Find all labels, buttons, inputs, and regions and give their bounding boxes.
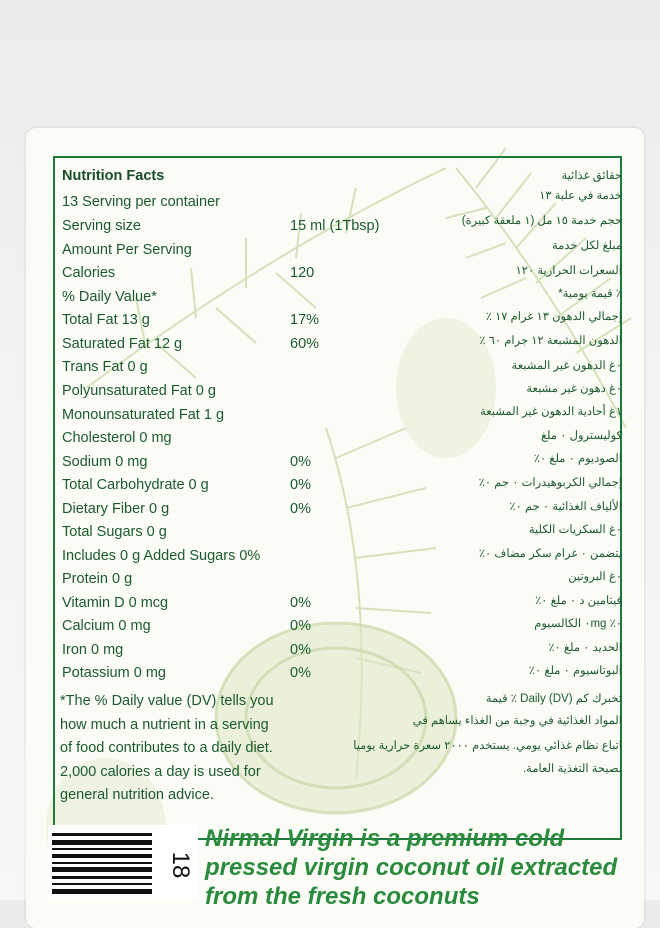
nutrient-row-label: Polyunsaturated Fat 0 g	[62, 383, 216, 399]
tagline-line: pressed virgin coconut oil extracted	[205, 854, 618, 881]
arabic-line: يتضمن ٠ غرام سكر مضاف ٠٪	[478, 548, 622, 560]
footnote-line: *The % Daily value (DV) tells you	[60, 693, 274, 709]
arabic-footnote-line: اتباع نظام غذائي يومي. يستخدم ٢٠٠٠ سعرة حرارية يوميا	[353, 740, 622, 752]
amount-per-serving: Amount Per Serving	[62, 242, 192, 258]
nutrient-row-dv: 0%	[290, 618, 311, 634]
arabic-line: الألياف الغذائية ٠ جم ٠٪	[509, 501, 622, 513]
arabic-footnote-line: نصيحة التغذية العامة.	[522, 763, 622, 775]
nutrient-row-dv: 0%	[290, 454, 311, 470]
serving-size-label: Serving size	[62, 218, 141, 234]
calories-value: 120	[290, 265, 315, 281]
footnote-line: general nutrition advice.	[60, 787, 214, 803]
nutrient-row-dv: 60%	[290, 336, 320, 352]
arabic-line: الدهون المشبعة ١٢ جرام ٦٠ ٪	[479, 335, 622, 347]
nutrient-row-label: Total Fat 13 g	[62, 312, 150, 328]
calories-label: Calories	[62, 265, 116, 281]
footnote-line: of food contributes to a daily diet.	[60, 740, 273, 756]
arabic-line: حقائق غذائية	[561, 170, 622, 182]
arabic-line: خدمة في علبة ١٣	[539, 190, 622, 202]
nutrient-row-label: Sodium 0 mg	[62, 454, 148, 470]
nutrient-row-label: Protein 0 g	[62, 571, 133, 587]
nutrient-row-dv: 17%	[290, 312, 320, 328]
arabic-line: كوليسترول ٠ ملغ	[540, 430, 622, 442]
nutrient-row-label: Cholesterol 0 mg	[62, 430, 172, 446]
arabic-line: ٠غ دهون غير مشبعة	[526, 383, 622, 395]
tagline-line: from the fresh coconuts	[205, 883, 480, 910]
arabic-line: فيتامين د ٠ ملغ ٠٪	[535, 595, 622, 607]
nutrient-row-label: Includes 0 g Added Sugars 0%	[62, 548, 261, 564]
nutrient-row-label: Trans Fat 0 g	[62, 359, 148, 375]
arabic-footnote-line: تخبرك كم (DV) Daily ٪ قيمة	[485, 693, 622, 705]
nutrient-row-label: Calcium 0 mg	[62, 618, 151, 634]
arabic-line: ٠٪ ٠mg الكالسيوم	[534, 618, 622, 630]
nutrient-row-label: Iron 0 mg	[62, 642, 124, 658]
arabic-line: حجم خدمة ١٥ مل (١ ملعقة كبيرة)	[461, 215, 622, 227]
arabic-line: ١غ أحادية الدهون غير المشبعة	[480, 406, 622, 418]
nutrient-row-label: Saturated Fat 12 g	[62, 336, 183, 352]
arabic-footnote-line: المواد الغذائية في وجبة من الغذاء يساهم في	[412, 715, 622, 727]
nutrient-row-dv: 0%	[290, 477, 311, 493]
nutrient-row-dv: 0%	[290, 665, 311, 681]
nutrient-row-label: Potassium 0 mg	[62, 665, 166, 681]
arabic-line: البوتاسيوم ٠ ملغ ٠٪	[528, 665, 622, 677]
tagline-line: Nirmal Virgin is a premium cold	[205, 825, 565, 852]
nutrient-row-label: Vitamin D 0 mcg	[62, 595, 169, 611]
serving-size-value: 15 ml (1Tbsp)	[290, 218, 380, 234]
nutrient-row-label: Total Sugars 0 g	[62, 524, 167, 540]
arabic-line: ٪ قيمة يومية*	[558, 288, 622, 300]
arabic-line: ٠غ السكريات الكلية	[528, 524, 622, 536]
nutrient-row-dv: 0%	[290, 595, 311, 611]
barcode-icon	[48, 825, 198, 900]
arabic-line: مبلغ لكل خدمة	[552, 240, 622, 252]
nutrient-row-label: Monounsaturated Fat 1 g	[62, 407, 225, 423]
daily-value-header: % Daily Value*	[62, 289, 157, 305]
nutrient-row-label: Total Carbohydrate 0 g	[62, 477, 209, 493]
arabic-line: الصوديوم ٠ ملغ ٠٪	[533, 453, 622, 465]
arabic-line: ٠غ الدهون غير المشبعة	[511, 360, 622, 372]
arabic-line: السعرات الحرارية ١٢٠	[515, 265, 622, 277]
barcode-digits: 18	[167, 851, 194, 879]
footnote-line: how much a nutrient in a serving	[60, 717, 269, 733]
nutrient-row-dv: 0%	[290, 501, 311, 517]
nutrition-facts-title: Nutrition Facts	[62, 168, 165, 184]
servings-per-container: 13 Serving per container	[62, 194, 220, 210]
arabic-line: إجمالي الدهون ١٣ غرام ١٧ ٪	[485, 311, 622, 323]
arabic-line: الحديد ٠ ملغ ٠٪	[548, 642, 622, 654]
nutrient-row-dv: 0%	[290, 642, 311, 658]
footnote-line: 2,000 calories a day is used for	[60, 764, 261, 780]
arabic-line: إجمالي الكربوهيدرات ٠ جم ٠٪	[478, 477, 622, 489]
arabic-line: ٠غ البروتين	[568, 571, 622, 583]
nutrient-row-label: Dietary Fiber 0 g	[62, 501, 170, 517]
